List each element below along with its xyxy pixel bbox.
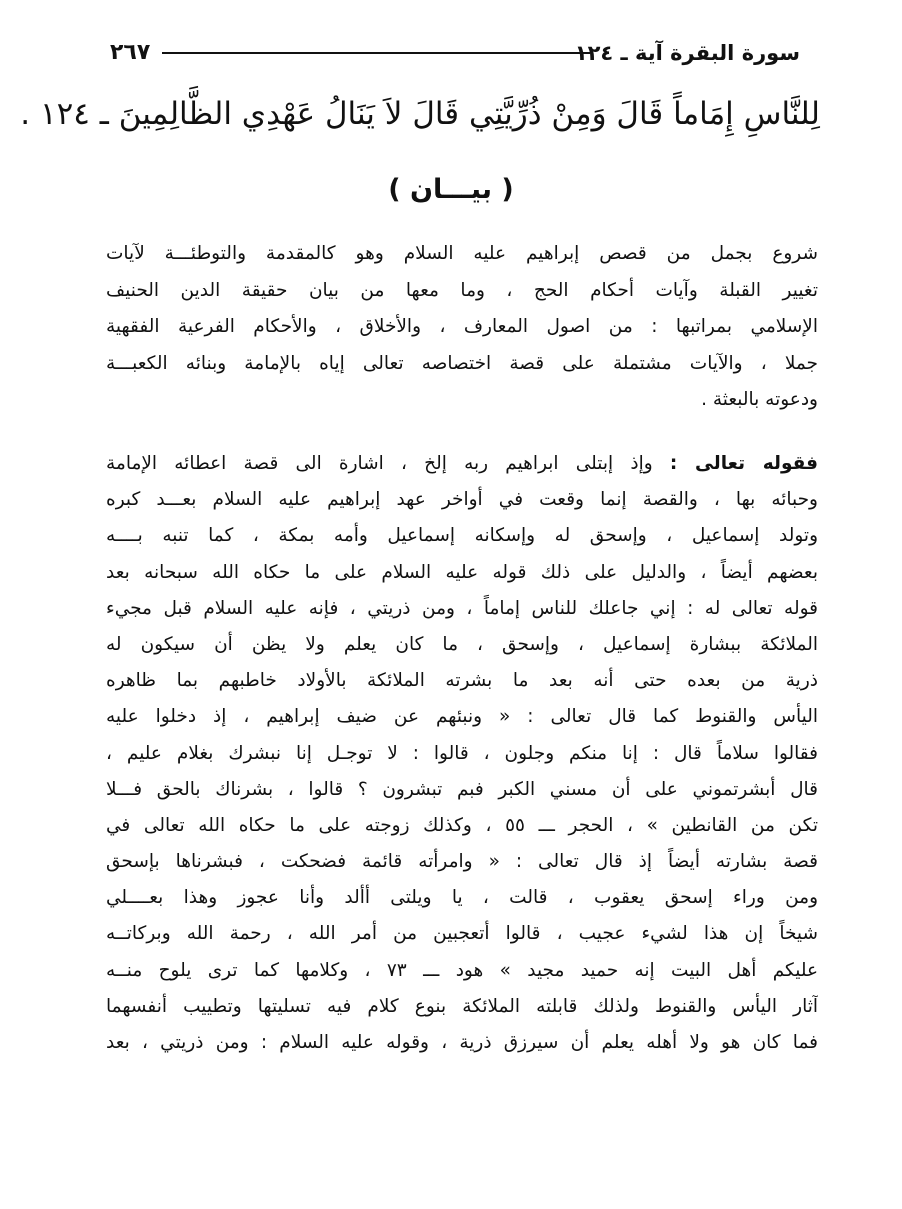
lead-phrase: فقوله تعالى : — [669, 453, 818, 474]
quran-verse: لِلنَّاسِ إِمَاماً قَالَ وَمِنْ ذُرِّيَّتِي قَالَ لاَ يَنَالُ عَهْدِي الظَّالِمِينَ ـ ١٢٤ . — [20, 96, 820, 132]
text-line: قال أبشرتموني على أن مسني الكبر فبم تبشرون ؟ قالوا ، بشرناك بالحق فـــلا — [106, 778, 818, 800]
text-line: آثار اليأس والقنوط ولذلك قابلته الملائكة بنوع كلام فيه تسليتها وتطييب أنفسهما — [106, 995, 818, 1017]
text-line: ومن وراء إسحق يعقوب ، قالت ، يا ويلتى أألد وأنا عجوز وهذا بعــــلي — [106, 887, 818, 909]
page-number: ٢٦٧ — [110, 40, 151, 65]
paragraph-2 — [106, 446, 818, 1061]
paragraph-1 — [106, 236, 818, 419]
page-header — [110, 38, 800, 74]
text-line: عليكم أهل البيت إنه حميد مجيد » هود ـــ ٧٣ ، وكلامها كما ترى يلوح منــه — [106, 959, 818, 981]
text-line: تكن من القانطين » ، الحجر ـــ ٥٥ ، وكذلك زوجته على ما حكاه الله تعالى في — [106, 814, 818, 836]
text-line: ودعوته بالبعثة . — [701, 389, 818, 411]
text-line: قوله تعالى له : إني جاعلك للناس إماماً ، ومن ذريتي ، فإنه عليه السلام قبل مجيء — [106, 597, 818, 619]
text-line: فما كان هو ولا أهله يعلم أن سيرزق ذرية ، وقوله عليه السلام : ومن ذريتي ، بعد — [106, 1032, 818, 1053]
section-title: ( بيـــان ) — [388, 174, 514, 205]
text-line-first — [106, 446, 818, 482]
text-line-rest: وإذ إبتلى ابراهيم ربه إلخ ، اشارة الى قصة اعطائه الإمامة — [106, 453, 670, 474]
text-line: بعضهم أيضاً ، والدليل على ذلك قوله عليه السلام على ما حكاه الله سبحانه بعد — [106, 561, 818, 583]
running-title: سورة البقرة آية ـ ١٢٤ — [574, 41, 800, 65]
text-line: تغيير القبلة وآيات أحكام الحج ، وما معها من بيان حقيقة الدين الحنيف — [106, 279, 818, 301]
text-line: فقالوا سلاماً قال : إنا منكم وجلون ، قالوا : لا توجـل إنا نبشرك بغلام عليم ، — [106, 742, 818, 764]
text-line: جملا ، والآيات مشتملة على قصة اختصاصه تعالى إياه بالإمامة وبنائه الكعبـــة — [106, 352, 818, 374]
text-line: الملائكة ببشارة إسماعيل ، وإسحق ، ما كان يعلم ولا يظن أن سيكون له — [106, 633, 818, 655]
text-line: اليأس والقنوط كما قال تعالى : « ونبئهم عن ضيف إبراهيم ، إذ دخلوا عليه — [106, 706, 818, 728]
text-line: شيخاً إن هذا لشيء عجيب ، قالوا أتعجبين من أمر الله ، رحمة الله وبركاتــه — [106, 923, 818, 945]
text-line: وحبائه بها ، والقصة إنما وقعت في أواخر عهد إبراهيم عليه السلام بعـــد كبره — [106, 489, 818, 511]
text-line: قصة بشارته أيضاً إذ قال تعالى : « وامرأته قائمة فضحكت ، فبشرناها بإسحق — [106, 851, 818, 873]
text-line: ذرية من بعده حتى أنه بعد ما بشرته الملائكة بالأولاد خاطبهم بما ظاهره — [106, 670, 818, 692]
header-rule — [162, 52, 590, 54]
text-line: وتولد إسماعيل ، وإسحق له وإسكانه إسماعيل وأمه بمكة ، كما تنبه بــــه — [106, 525, 818, 547]
text-line: شروع بجمل من قصص إبراهيم عليه السلام وهو كالمقدمة والتوطئـــة لآيات — [106, 243, 818, 264]
text-line: الإسلامي بمراتبها : من اصول المعارف ، والأخلاق ، والأحكام الفرعية الفقهية — [106, 316, 818, 338]
